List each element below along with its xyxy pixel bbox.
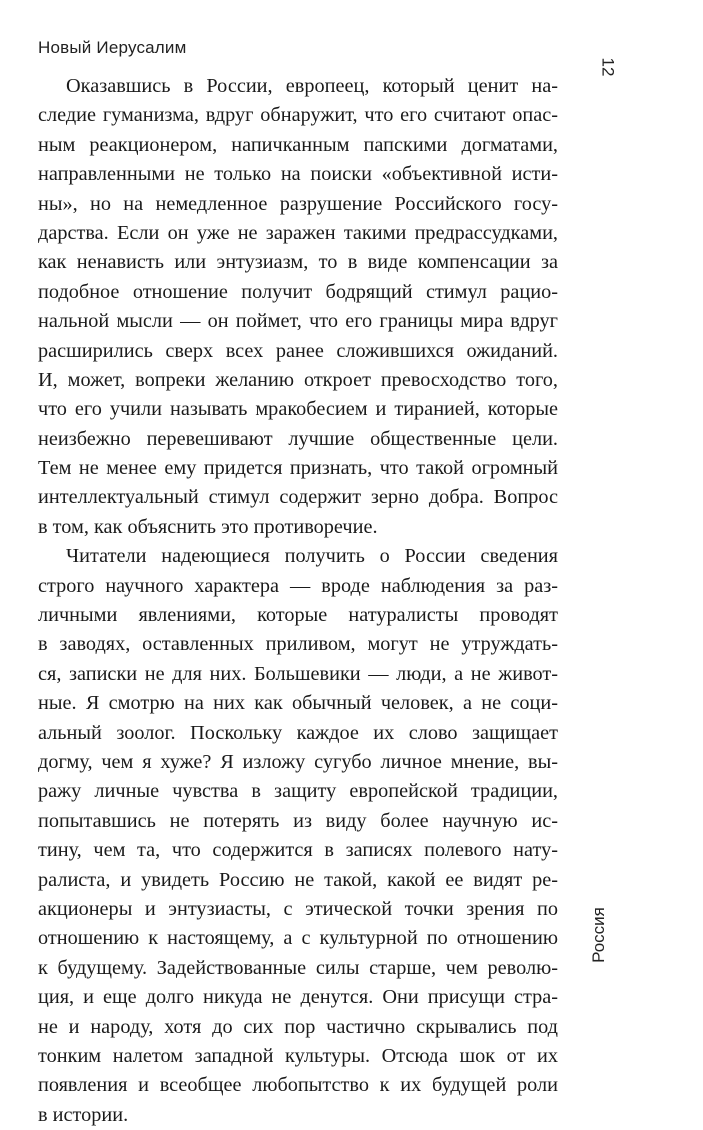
text-line: ные. Я смотрю на них как обычный человек, а не соци- [38,692,558,715]
text-line: отношению к настоящему, а с культурной по отношению [38,927,558,950]
body-text [38,72,558,1130]
text-line: ражу личные чувства в защиту европейской традиции, [38,780,558,803]
running-title: Новый Иерусалим [38,38,187,57]
paragraph-2 [38,542,558,1130]
text-line: ны», но на немедленное разрушение Российского госу- [38,192,558,215]
text-line: И, может, вопреки желанию откроет превосходство того, [38,368,558,391]
text-line: не и народу, хотя до сих пор частично скрывались под [38,1015,558,1038]
text-line: к будущему. Задействованные силы старше, чем револю- [38,956,558,979]
text-line: нальной мысли — он поймет, что его границы мира вдруг [38,310,558,333]
text-line: ся, записки не для них. Большевики — люди, а не живот- [38,662,558,685]
text-line: как ненависть или энтузиазм, то в виде компенсации за [38,251,558,274]
text-line: ным реакционером, напичканным папскими догматами, [38,133,558,156]
text-line: акционеры и энтузиасты, с этической точки зрения по [38,897,558,920]
text-line: дарства. Если он уже не заражен такими предрассудками, [38,221,558,244]
text-line: Оказавшись в России, европеец, который ценит на- [66,75,558,97]
text-line: расширились сверх всех ранее сложившихся ожиданий. [38,339,558,362]
text-line: альный зоолог. Поскольку каждое их слово защищает [38,721,558,744]
text-line: в истории. [38,1103,129,1126]
page-number: 12 [598,57,618,77]
section-label: Россия [588,907,608,963]
text-line: ция, и еще долго никуда не денутся. Они присущи стра- [38,986,558,1009]
text-line: попытавшись не потерять из виду более научную ис- [38,809,558,832]
text-line: тину, чем та, что содержится в записях полевого нату- [38,839,558,862]
text-line: неизбежно перевешивают лучшие общественные цели. [38,427,558,450]
text-line: личными явлениями, которые натуралисты проводят [38,604,558,627]
text-line: интеллектуальный стимул содержит зерно добра. Вопрос [38,486,558,509]
text-line: следие гуманизма, вдруг обнаружит, что его считают опас- [38,104,558,127]
text-line: направленными не только на поиски «объективной исти- [38,163,558,186]
text-line: Тем не менее ему придется признать, что такой огромный [38,457,558,480]
text-line: догму, чем я хуже? Я изложу сугубо личное мнение, вы- [38,750,558,773]
text-line: Читатели надеющиеся получить о России сведения [66,545,558,568]
text-line: тонким налетом западной культуры. Отсюда шок от их [38,1044,558,1067]
text-line: ралиста, и увидеть Россию не такой, какой ее видят ре- [38,868,558,891]
text-line: в том, как объяснить это противоречие. [38,515,378,538]
text-line: строго научного характера — вроде наблюдения за раз- [38,574,558,597]
text-line: подобное отношение получит бодрящий стимул рацио- [38,280,558,303]
text-line: что его учили называть мракобесием и тиранией, которые [38,398,558,421]
text-line: в заводях, оставленных приливом, могут не утруждать- [38,633,558,656]
paragraph-1 [38,72,558,542]
text-line: появления и всеобщее любопытство к их будущей роли [38,1074,558,1097]
